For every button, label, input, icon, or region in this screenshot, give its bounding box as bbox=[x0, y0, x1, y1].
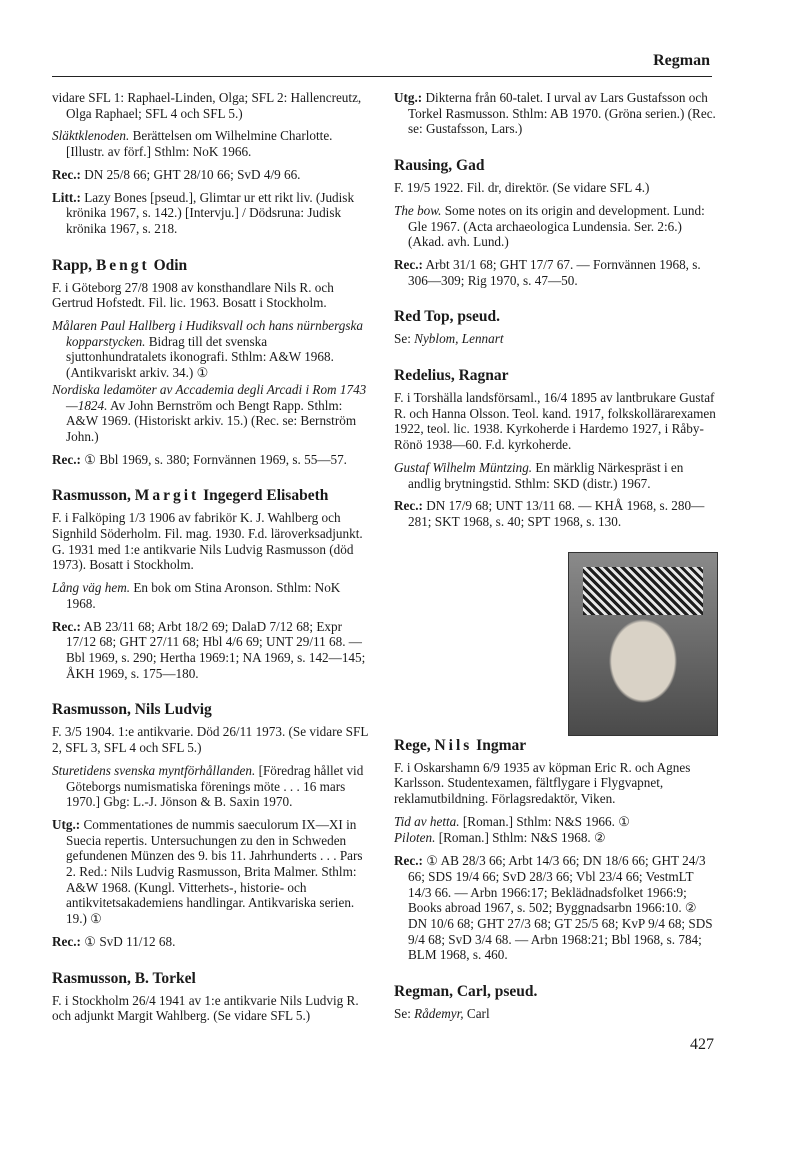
paragraph-text: En märklig Närkespräst i en andlig brytningstid. Sthlm: SKD (distr.) 1967. bbox=[408, 459, 684, 491]
heading-surname: Rasmusson, B. Torkel bbox=[52, 969, 196, 987]
work-title: Gustaf Wilhelm Müntzing. bbox=[394, 459, 533, 475]
work-title: Tid av hetta. bbox=[394, 813, 460, 829]
entry bbox=[394, 366, 716, 530]
entry-paragraph bbox=[394, 830, 716, 846]
entry-paragraph bbox=[52, 128, 370, 159]
paragraph-text: vidare SFL 1: Raphael-Linden, Olga; SFL 2: Hallencreutz, Olga Raphael; SFL 4 och SFL 5.) bbox=[52, 90, 362, 121]
entry-paragraph bbox=[394, 853, 716, 963]
paragraph-text: DN 25/8 66; GHT 28/10 66; SvD 4/9 66. bbox=[80, 166, 301, 182]
author-photo bbox=[568, 552, 718, 736]
paragraph-text: F. i Stockholm 26/4 1941 av 1:e antikvarie Nils Ludvig R. och adjunkt Margit Wahlberg. (Se vidare SFL 5.) bbox=[52, 992, 359, 1024]
entry-heading bbox=[52, 700, 370, 719]
left-column bbox=[52, 90, 370, 1043]
field-label: Rec.: bbox=[52, 166, 81, 182]
entry-paragraph bbox=[52, 934, 370, 950]
paragraph-text: Av John Bernström och Bengt Rapp. Sthlm: A&W 1969. (Historiskt arkiv. 15.) (Rec. se: Bernström John.) bbox=[66, 397, 357, 444]
right-column bbox=[394, 90, 716, 1041]
entry-paragraph bbox=[394, 257, 716, 288]
field-label: Rec.: bbox=[394, 498, 423, 514]
entry bbox=[394, 90, 716, 137]
heading-surname: Rege, bbox=[394, 736, 435, 754]
entry-paragraph bbox=[52, 167, 370, 183]
paragraph-text: F. 3/5 1904. 1:e antikvarie. Död 26/11 1973. (Se vidare SFL 2, SFL 3, SFL 4 och SFL 5.) bbox=[52, 724, 368, 756]
entry bbox=[52, 969, 370, 1024]
work-title: Sturetidens svenska myntförhållanden. bbox=[52, 762, 256, 778]
work-title: The bow. bbox=[394, 202, 442, 218]
paragraph-text: Commentationes de nummis saeculorum IX—XI in Suecia repertis. Untersuchungen zu den in Schweden gefundenen Münzen des 9. bis 11. Jahrhunderts . . . Pars 2. Red.: Nils Ludvig Rasmusson, Brita Malmer. Sthlm: A&W 1968. (Kungl. Vitterhets-, historie- och antikvitetsakademiens handlingar. Antikvariska serien. 19.) ① bbox=[66, 816, 363, 927]
entry-paragraph bbox=[52, 724, 370, 755]
entry-paragraph bbox=[394, 203, 716, 250]
entry bbox=[52, 700, 370, 949]
heading-surname: Rasmusson, Nils Ludvig bbox=[52, 701, 212, 719]
entry-heading bbox=[52, 256, 370, 275]
paragraph-text: Some notes on its origin and development. Lund: Gle 1967. (Acta archaeologica Lundensia. Ser. 2:6.) (Akad. avh. Lund.) bbox=[408, 202, 705, 250]
field-label: Utg.: bbox=[52, 816, 81, 832]
entry-paragraph bbox=[394, 331, 716, 347]
entry-paragraph bbox=[52, 382, 370, 445]
entry-heading bbox=[52, 969, 370, 988]
paragraph-text: Arbt 31/1 68; GHT 17/7 67. — Fornvännen 1968, s. 306—309; Rig 1970, s. 47—50. bbox=[408, 256, 701, 288]
field-label: Rec.: bbox=[52, 451, 81, 467]
entry-paragraph bbox=[52, 619, 370, 682]
entry-heading bbox=[394, 307, 716, 326]
paragraph-text: ① Bbl 1969, s. 380; Fornvännen 1969, s. 55—57. bbox=[80, 451, 347, 467]
running-head: Regman bbox=[653, 52, 710, 69]
entry-heading bbox=[52, 486, 370, 505]
work-title: Rådemyr, bbox=[414, 1006, 464, 1022]
field-label: Rec.: bbox=[52, 933, 81, 949]
entry-paragraph bbox=[394, 390, 716, 453]
field-label: Utg.: bbox=[394, 90, 423, 105]
entry-paragraph bbox=[52, 452, 370, 468]
field-label: Rec.: bbox=[394, 256, 423, 272]
paragraph-text: Berättelsen om Wilhelmine Charlotte. [Illustr. av förf.] Sthlm: NoK 1966. bbox=[66, 128, 333, 160]
entry-heading bbox=[394, 156, 716, 175]
paragraph-text: AB 23/11 68; Arbt 18/2 69; DalaD 7/12 68; Expr 17/12 68; GHT 27/11 68; Hbl 4/6 69; UNT 29/11 68. — Bbl 1969, s. 290; Hertha 1969:1; NA 1969, s. 142—145; ÅKH 1969, s. 175—180. bbox=[66, 618, 366, 681]
paragraph-text: F. i Göteborg 27/8 1908 av konsthandlare Nils R. och Gertrud Hofstedt. Fil. lic. 1963. Bosatt i Stockholm. bbox=[52, 279, 334, 311]
entry bbox=[52, 256, 370, 468]
paragraph-text: [Roman.] Sthlm: N&S 1968. ② bbox=[435, 830, 606, 846]
paragraph-text: Bidrag till det svenska sjuttonhundratalets ikonografi. Sthlm: A&W 1968. (Antikvariskt arkiv. 34.) ① bbox=[66, 333, 334, 381]
work-title: Nyblom, Lennart bbox=[414, 331, 504, 347]
entry bbox=[52, 90, 370, 237]
work-title: Släktklenoden. bbox=[52, 128, 130, 144]
entry-paragraph bbox=[394, 814, 716, 830]
entry-paragraph bbox=[52, 318, 370, 381]
paragraph-text: F. 19/5 1922. Fil. dr, direktör. (Se vidare SFL 4.) bbox=[394, 180, 650, 196]
paragraph-text: Lazy Bones [pseud.], Glimtar ur ett rikt liv. (Judisk krönika 1967, s. 142.) [Intervju.] / Dödsruna: Judisk krönika 1967, s. 218. bbox=[66, 189, 355, 236]
entry bbox=[394, 982, 716, 1022]
entry-paragraph bbox=[52, 90, 370, 121]
paragraph-text: [Föredrag hållet vid Göteborgs numismatiska förenings möte . . . 16 mars 1970.] Gbg: L.-J. Jönson & B. Saxin 1970. bbox=[66, 762, 364, 810]
heading-surname: Rasmusson, bbox=[52, 487, 135, 505]
entry-paragraph bbox=[52, 993, 370, 1024]
entry bbox=[52, 486, 370, 681]
heading-other-names: Odin bbox=[149, 256, 188, 274]
entry-paragraph bbox=[52, 510, 370, 573]
paragraph-text: Carl bbox=[463, 1006, 490, 1022]
paragraph-text: [Roman.] Sthlm: N&S 1966. ① bbox=[459, 813, 631, 829]
paragraph-text: ① AB 28/3 66; Arbt 14/3 66; DN 18/6 66; GHT 24/3 66; SDS 19/4 66; SvD 28/3 66; Vbl 23/4 66; VestmLT 14/3 66. — Arbn 1966:17; Beklädnadsfolket 1966:9; Books abroad 1967, s. 502; Byggnadsarbn 1966:10. ② DN 10/6 68; GHT 27/3 68; GT 25/5 68; KvP 9/4 68; SDS 9/4 68; SvD 3/4 68. — Arbn 1968:21; Bbl 1968, s. 784; BLM 1968, s. 460. bbox=[408, 853, 713, 963]
work-title: Piloten. bbox=[394, 830, 436, 846]
entry bbox=[394, 307, 716, 347]
entry-paragraph bbox=[52, 580, 370, 611]
entry-heading bbox=[394, 982, 716, 1001]
entry-paragraph bbox=[394, 90, 716, 137]
entry-paragraph bbox=[52, 280, 370, 311]
paragraph-text: F. i Falköping 1/3 1906 av fabrikör K. J. Wahlberg och Signhild Söderholm. Fil. mag. 1930. F.d. läroverksadjunkt. G. 1931 med 1:e antikvarie Nils Ludvig Rasmusson (död 1973). Bosatt i Stockholm. bbox=[52, 510, 363, 573]
entry-paragraph bbox=[52, 817, 370, 927]
paragraph-text: F. i Oskarshamn 6/9 1935 av köpman Eric R. och Agnes Karlsson. Studentexamen, fältflygare i Flygvapnet, reklamutbildning. Förlagsredaktör, Viken. bbox=[394, 759, 691, 807]
entry-paragraph bbox=[394, 760, 716, 807]
paragraph-text: ① SvD 11/12 68. bbox=[80, 933, 176, 949]
heading-surname: Rapp, bbox=[52, 256, 96, 274]
paragraph-text: En bok om Stina Aronson. Sthlm: NoK 1968. bbox=[66, 580, 341, 611]
heading-given-name: Bengt bbox=[95, 256, 150, 274]
heading-other-names: Ingmar bbox=[472, 736, 527, 754]
entry-paragraph bbox=[394, 180, 716, 196]
entry-paragraph bbox=[394, 1006, 716, 1022]
heading-surname: Redelius, Ragnar bbox=[394, 367, 509, 385]
entry-paragraph bbox=[394, 498, 716, 529]
entry-heading bbox=[394, 736, 716, 755]
header-rule bbox=[52, 76, 712, 77]
heading-surname: Red Top, pseud. bbox=[394, 308, 500, 326]
heading-other-names: Ingegerd Elisabeth bbox=[199, 487, 329, 505]
work-title: Nordiska ledamöter av Accademia degli Arcadi i Rom 1743—1824. bbox=[52, 381, 367, 413]
heading-surname: Regman, Carl, pseud. bbox=[394, 983, 538, 1001]
entry bbox=[394, 552, 716, 963]
entry-paragraph bbox=[52, 190, 370, 237]
heading-given-name: Nils bbox=[434, 736, 473, 754]
work-title: Lång väg hem. bbox=[52, 580, 131, 596]
field-label: Rec.: bbox=[394, 853, 423, 869]
field-label: Litt.: bbox=[52, 189, 81, 205]
paragraph-text: Dikterna från 60-talet. I urval av Lars Gustafsson och Torkel Rasmusson. Sthlm: AB 1970. (Gröna serien.) (Rec. se: Gustafsson, Lars.) bbox=[408, 90, 716, 137]
paragraph-text: DN 17/9 68; UNT 13/11 68. — KHÅ 1968, s. 280—281; SKT 1968, s. 40; SPT 1968, s. 130. bbox=[408, 498, 705, 529]
see-label: Se: bbox=[394, 1006, 415, 1022]
heading-given-name: Margit bbox=[134, 487, 200, 505]
see-label: Se: bbox=[394, 331, 415, 347]
entry-paragraph bbox=[394, 460, 716, 491]
page-number: 427 bbox=[690, 1036, 714, 1053]
entry-heading bbox=[394, 366, 716, 385]
entry-paragraph bbox=[52, 763, 370, 810]
field-label: Rec.: bbox=[52, 618, 81, 634]
work-title: Målaren Paul Hallberg i Hudiksvall och hans nürnbergska kopparstycken. bbox=[52, 318, 363, 349]
heading-surname: Rausing, Gad bbox=[394, 157, 485, 175]
paragraph-text: F. i Torshälla landsförsaml., 16/4 1895 av lantbrukare Gustaf R. och Hanna Olsson. Teol. kand. 1917, folkskollärarexamen 1922, teol. lic. 1938. Kyrkoherde i Hardemo 1927, i Råby-Rönö 1938—60. F.d. kyrkoherde. bbox=[394, 390, 716, 453]
entry bbox=[394, 156, 716, 288]
